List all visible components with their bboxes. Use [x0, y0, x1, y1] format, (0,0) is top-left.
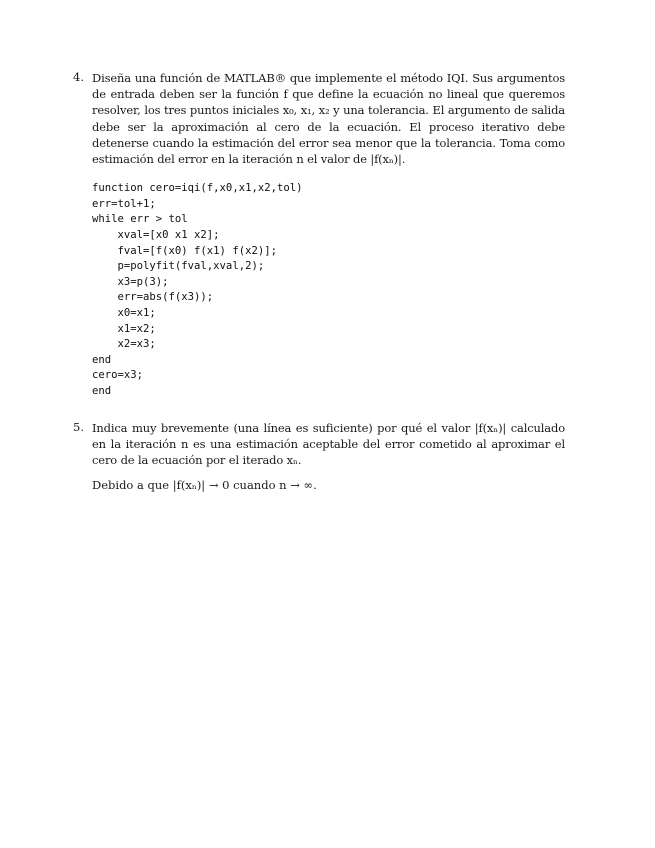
- code-line: err=tol+1;: [92, 197, 156, 210]
- code-line: x1=x2;: [92, 322, 156, 335]
- code-line: end: [92, 353, 112, 366]
- question-5: [73, 420, 565, 493]
- question-5-number: 5.: [73, 420, 84, 434]
- code-line: cero=x3;: [92, 369, 144, 382]
- code-line: err=abs(f(x3));: [92, 291, 214, 304]
- matlab-code-block: [92, 181, 565, 399]
- code-line: while err > tol: [92, 213, 188, 226]
- question-5-answer: Debido a que |f(xₙ)| → 0 cuando n → ∞.: [92, 477, 317, 492]
- code-line: x0=x1;: [92, 306, 156, 319]
- question-4: [73, 70, 565, 400]
- code-line: fval=[f(x0) f(x1) f(x2)];: [92, 244, 277, 257]
- code-line: end: [92, 384, 112, 397]
- question-5-text: Indica muy brevemente (una línea es suficiente) por qué el valor |f(xₙ)| calculado en la iteración n es una estimación aceptable del error cometido al aproximar el cero de la ecuación por el iterado xₙ.: [92, 421, 565, 468]
- code-line: x2=x3;: [92, 338, 156, 351]
- question-4-number: 4.: [73, 70, 84, 84]
- code-line: p=polyfit(fval,xval,2);: [92, 260, 265, 273]
- code-line: x3=p(3);: [92, 275, 169, 288]
- code-line: xval=[x0 x1 x2];: [92, 229, 220, 241]
- code-line: function cero=iqi(f,x0,x1,x2,tol): [92, 182, 303, 195]
- question-4-text: Diseña una función de MATLAB® que implemente el método IQI. Sus argumentos de entrada deben ser la función f que define la ecuación no lineal que queremos resolver, los tres puntos iniciales x₀, x₁, x₂ y una tolerancia. El argumento de salida debe ser la aproximación al cero de la ecuación. El proceso iterativo debe detenerse cuando la estimación del error sea menor que la tolerancia. Toma como estimación del error en la iteración n el valor de |f(xₙ)|.: [92, 71, 565, 167]
